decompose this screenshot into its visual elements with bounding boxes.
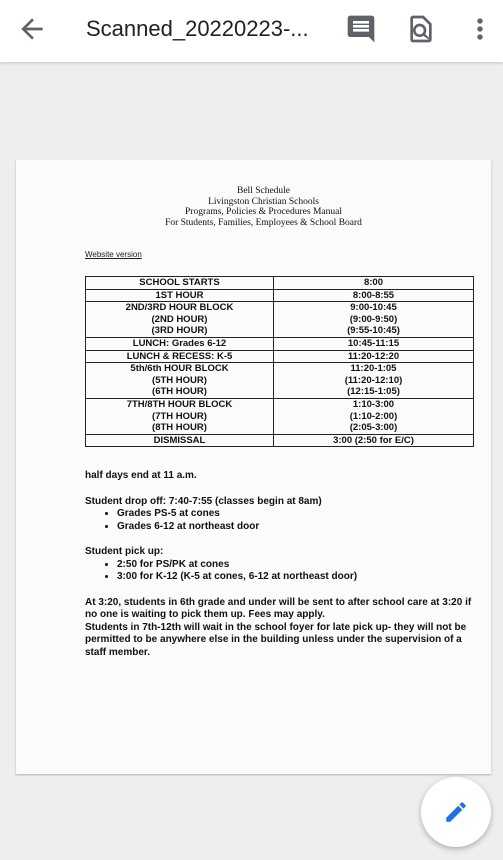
list-item: • 3:00 for K-12 (K-5 at cones, 6-12 at northeast door) [117,571,480,584]
edit-pencil-icon [443,799,469,825]
table-row [86,350,474,363]
schedule-time-cell [274,289,474,302]
cell-line: LUNCH & RECESS: K-5 [126,350,233,362]
table-row [86,363,474,399]
cell-line: 8:00 [363,277,383,288]
table-row [86,337,474,350]
cell-line: 7TH/8TH HOUR BLOCK [126,398,233,410]
doc-title: Bell Schedule [236,186,291,196]
cell-line: (12:15-1:05) [347,386,400,398]
cell-line: 10:45-11:15 [347,337,400,349]
cell-line: (8TH HOUR) [152,422,207,434]
cell-line: 8:00-8:55 [352,289,395,301]
late-pickup-note: Students in 7th-12th will wait in the school foyer for late pick up- they will not be permitted to be anywhere else in the building unless under the supervision of a staff member. [85,621,467,658]
list-item: • Grades 6-12 at northeast door [117,521,480,534]
schedule-time-cell [274,277,474,290]
cell-line: (2:05-3:00) [349,422,398,434]
cell-line: 2ND/3RD HOUR BLOCK [125,302,234,314]
cell-line: (2ND HOUR) [151,313,208,325]
schedule-time-cell [274,398,474,434]
bell-schedule-table [85,276,474,447]
pickup-list [85,559,480,584]
schedule-time-cell [274,302,474,338]
cell-line: SCHOOL STARTS [139,277,220,288]
comment-icon[interactable] [345,13,377,45]
school-name: Livingston Christian Schools [208,196,319,207]
pickup-heading: Student pick up: [85,546,164,557]
schedule-time-cell [274,337,474,350]
website-version-link[interactable]: Website version [85,250,142,259]
schedule-period-cell [86,302,274,338]
cell-line: (3RD HOUR) [151,325,208,337]
edit-button[interactable] [421,777,491,847]
cell-line: (7TH HOUR) [152,410,207,422]
table-row [86,277,474,290]
dropoff-heading: Student drop off: 7:40-7:55 (classes begin at 8am) [85,495,322,507]
cell-line: (1:10-2:00) [349,410,398,422]
schedule-period-cell [86,434,274,447]
schedule-time-cell [274,350,474,363]
manual-name: Programs, Policies & Procedures Manual [185,207,342,217]
audience-line: For Students, Families, Employees & School Board [165,217,362,228]
scanned-document-page [16,160,491,774]
cell-line: (9:00-9:50) [349,313,398,325]
cell-line: (11:20-12:10) [344,374,403,386]
cell-line: (6TH HOUR) [152,386,207,398]
cell-line: 9:00-10:45 [350,302,397,314]
table-row [86,398,474,434]
after-care-note: At 3:20, students in 6th grade and under will be sent to after school care at 3:20 if no one is waiting to pick them up. Fees may apply. [85,596,472,620]
cell-line: 5th/6th HOUR BLOCK [130,363,229,375]
schedule-period-cell [86,337,274,350]
schedule-time-cell [274,363,474,399]
more-vert-icon[interactable] [464,13,496,45]
app-bar [0,0,503,62]
cell-line: 1ST HOUR [155,289,204,301]
arrow-back-icon[interactable] [16,13,48,45]
document-header [106,186,421,228]
schedule-period-cell [86,363,274,399]
cell-line: 11:20-12:20 [347,350,400,362]
schedule-period-cell [86,277,274,290]
list-item: • 2:50 for PS/PK at cones [117,559,480,572]
schedule-notes [85,470,480,659]
find-in-page-icon[interactable] [405,13,437,45]
table-row [86,289,474,302]
cell-line: LUNCH: Grades 6-12 [132,337,227,349]
cell-line: DISMISSAL [153,434,206,446]
cell-line: 3:00 (2:50 for E/C) [333,434,414,446]
cell-line: 1:10-3:00 [352,398,395,410]
schedule-time-cell [274,434,474,447]
half-days-note: half days end at 11 a.m. [85,470,197,481]
cell-line: 11:20-1:05 [350,363,397,375]
schedule-period-cell [86,289,274,302]
dropoff-list [85,508,480,533]
schedule-period-cell [86,398,274,434]
document-title: Scanned_20220223-... [86,16,309,41]
table-row [86,302,474,338]
schedule-period-cell [86,350,274,363]
list-item: • Grades PS-5 at cones [117,508,480,521]
cell-line: (9:55-10:45) [347,325,400,337]
table-row [86,434,474,447]
cell-line: (5TH HOUR) [152,374,207,386]
